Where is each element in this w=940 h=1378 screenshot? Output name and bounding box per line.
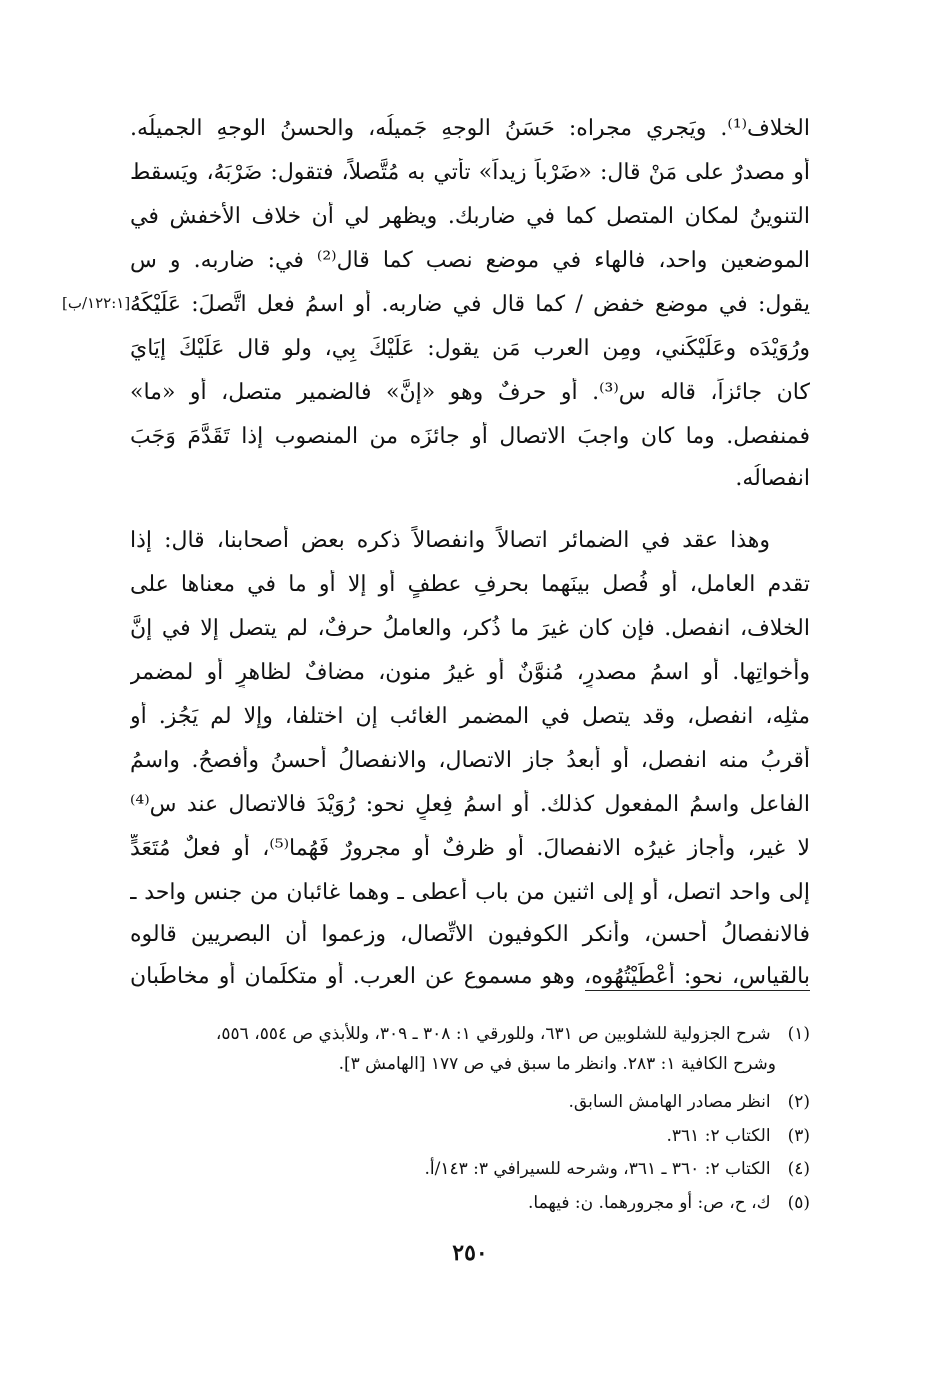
- footnote-number: (٢): [787, 1092, 810, 1112]
- footnote-number: (٤): [787, 1159, 810, 1179]
- footnote-2: [120, 1090, 810, 1114]
- manuscript-folio-ref: [١٢٢:١/ب]: [62, 294, 131, 312]
- footnote-5: [120, 1191, 810, 1215]
- text-line: الموضعين واحد، فالهاء في موضع نصب كما قال⁽²⁾ في: ضاربه. و س: [130, 248, 810, 273]
- text-line: كان جائزاً، قاله س⁽³⁾. أو حرفٌ وهو «إنَّ» فالضمير متصل، أو «ما»: [130, 380, 810, 405]
- text-line: الخلاف⁽¹⁾. ويَجري مجراه: حَسَنُ الوجهِ جَميلُه، والحسنُ الوجهِ الجميلُه.: [130, 116, 810, 141]
- text-line: إلى واحد اتصل، أو إلى اثنين من باب أعطى ـ وهما غائبان من جنس واحد ـ: [130, 880, 810, 905]
- text-line: مثلِه، انفصل، وقد يتصل في المضمر الغائب إن اختلفا، وإلا لم يَجُز. أو: [130, 704, 810, 729]
- text-line: ورُوَيْدَه وعَلَيْكَني، ومِن العرب مَن يقول: عَلَيْكَ بِي، ولو قال عَلَيْكَ إيَايَ: [130, 336, 810, 361]
- text-line: الخلاف، انفصل. فإن كان غيرَ ما ذُكر، والعاملُ حرفٌ، لم يتصل إلا في إنَّ: [130, 616, 810, 641]
- footnote-text: ك، ح، ص: أو مجرورهما. ن: فيهما.: [528, 1193, 771, 1213]
- footnote-text: الكتاب ٢: ٣٦١.: [666, 1126, 771, 1146]
- paragraph-first-line: وهذا عقد في الضمائر اتصالاً وانفصالاً ذكره بعض أصحابنا، قال: إذا: [130, 528, 770, 553]
- footnote-number: (٥): [787, 1193, 810, 1213]
- text-line: الفاعل واسمُ المفعول كذلك. أو اسمُ فِعلٍ نحو: رُوَيْدَ فالاتصال عند س⁽⁴⁾: [130, 792, 810, 817]
- text-line: يقول: في موضع خفض / كما قال في ضاربه. أو اسمُ فعل اتَّصلَ: عَلَيْكَهُ: [130, 292, 810, 317]
- text-line: التنوينُ لمكان المتصل كما في ضاربك. ويظهر لي أن خلاف الأخفش في: [130, 204, 810, 229]
- text-line: تقدم العامل، أو فُصل بينَهما بحرفِ عطفٍ أو إلا أو ما في معناها على: [130, 572, 810, 597]
- footnote-number: (١): [787, 1024, 810, 1044]
- text-line: فالانفصالُ أحسن، وأنكر الكوفيون الاتِّصال، وزعموا أن البصريين قالوه: [130, 922, 810, 947]
- text-line: أو مصدرٌ على مَنْ قال: «ضَرْباً زيداً» تأتي به مُتَّصلاً، فتقول: ضَرْبَهُ، ويَسقط: [130, 160, 810, 185]
- page-number: ٢٥٠: [452, 1240, 488, 1266]
- footnote-text: انظر مصادر الهامش السابق.: [568, 1092, 771, 1112]
- text-line: بالقياس، نحو: أعْطَيْتُهُوه، وهو مسموع عن العرب. أو متكلِّمان أو مخاطَبان: [130, 964, 810, 989]
- footnote-separator: [585, 990, 810, 991]
- text-line: انفصالُه.: [735, 466, 810, 491]
- footnote-3: [120, 1124, 810, 1148]
- footnote-text: شرح الجزولية للشلوبين ص ٦٣١، وللورقي ١: ٣٠٨ ـ ٣٠٩، وللأبذي ص ٥٥٤، ٥٥٦،: [215, 1024, 771, 1044]
- text-line: لا غير، وأجاز غيرُه الانفصالَ. أو ظرفٌ أو مجرورٌ فَهُما⁽⁵⁾، أو فعلٌ مُتَعَدٍّ: [130, 836, 810, 861]
- text-line: فمنفصل. وما كان واجبَ الاتصال أو جائزَه من المنصوب إذا تَقَدَّمَ وَجَبَ: [130, 424, 810, 449]
- text-line: وأخواتِها. أو اسمُ مصدرٍ، مُنوَّنٌ أو غيرُ منون، مضافٌ لظاهرٍ أو لمضمر: [130, 660, 810, 685]
- footnote-1-continuation: وشرح الكافية ١: ٢٨٣. وانظر ما سبق في ص ١٧٧ [الهامش ٣].: [338, 1054, 776, 1074]
- footnote-1: [120, 1022, 810, 1046]
- footnote-4: [120, 1157, 810, 1181]
- footnote-text: الكتاب ٢: ٣٦٠ ـ ٣٦١، وشرحه للسيرافي ٣: ١٤٣/أ.: [424, 1159, 771, 1179]
- footnote-number: (٣): [787, 1126, 810, 1146]
- text-line: أقربُ منه انفصل، أو أبعدُ جاز الاتصال، والانفصالُ أحسنُ وأفصحُ. واسمُ: [130, 748, 810, 773]
